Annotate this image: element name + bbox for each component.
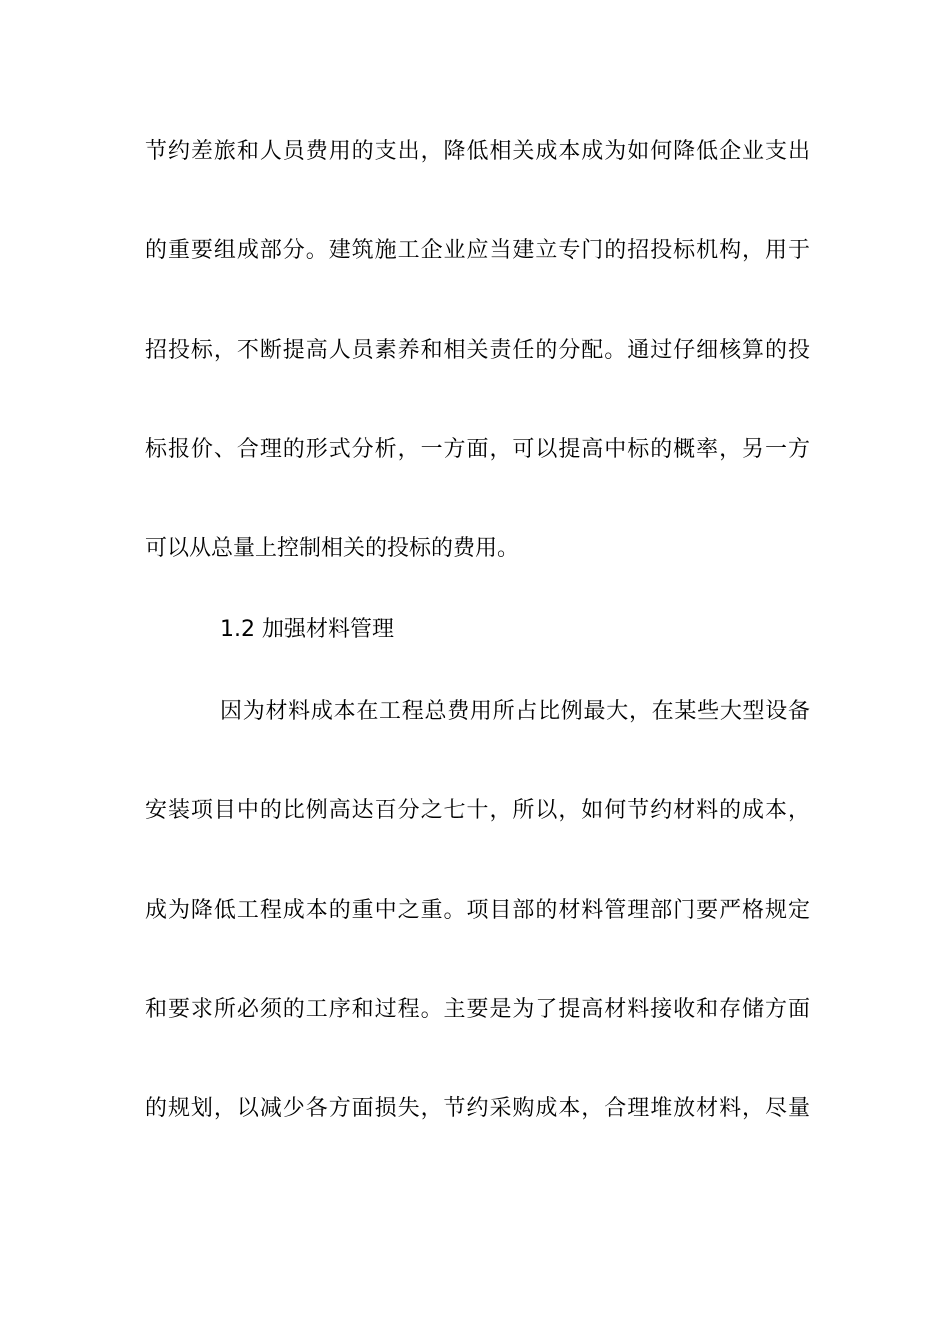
paragraph-line: 安装项目中的比例高达百分之七十，所以，如何节约材料的成本， xyxy=(145,798,810,823)
paragraph-line: 节约差旅和人员费用的支出，降低相关成本成为如何降低企业支出 xyxy=(145,139,810,164)
section-heading: 1.2 加强材料管理 xyxy=(220,617,394,642)
paragraph-line: 和要求所必须的工序和过程。主要是为了提高材料接收和存储方面 xyxy=(145,997,810,1022)
paragraph-line: 可以从总量上控制相关的投标的费用。 xyxy=(145,536,520,561)
paragraph-line: 标报价、合理的形式分析，一方面，可以提高中标的概率，另一方 xyxy=(145,437,810,462)
paragraph-line: 的规划，以减少各方面损失，节约采购成本，合理堆放材料，尽量 xyxy=(145,1096,810,1121)
paragraph-line: 招投标，不断提高人员素养和相关责任的分配。通过仔细核算的投 xyxy=(145,338,810,363)
paragraph-line: 成为降低工程成本的重中之重。项目部的材料管理部门要严格规定 xyxy=(145,898,810,923)
paragraph-line: 因为材料成本在工程总费用所占比例最大，在某些大型设备 xyxy=(220,699,810,724)
paragraph-line: 的重要组成部分。建筑施工企业应当建立专门的招投标机构，用于 xyxy=(145,238,810,263)
